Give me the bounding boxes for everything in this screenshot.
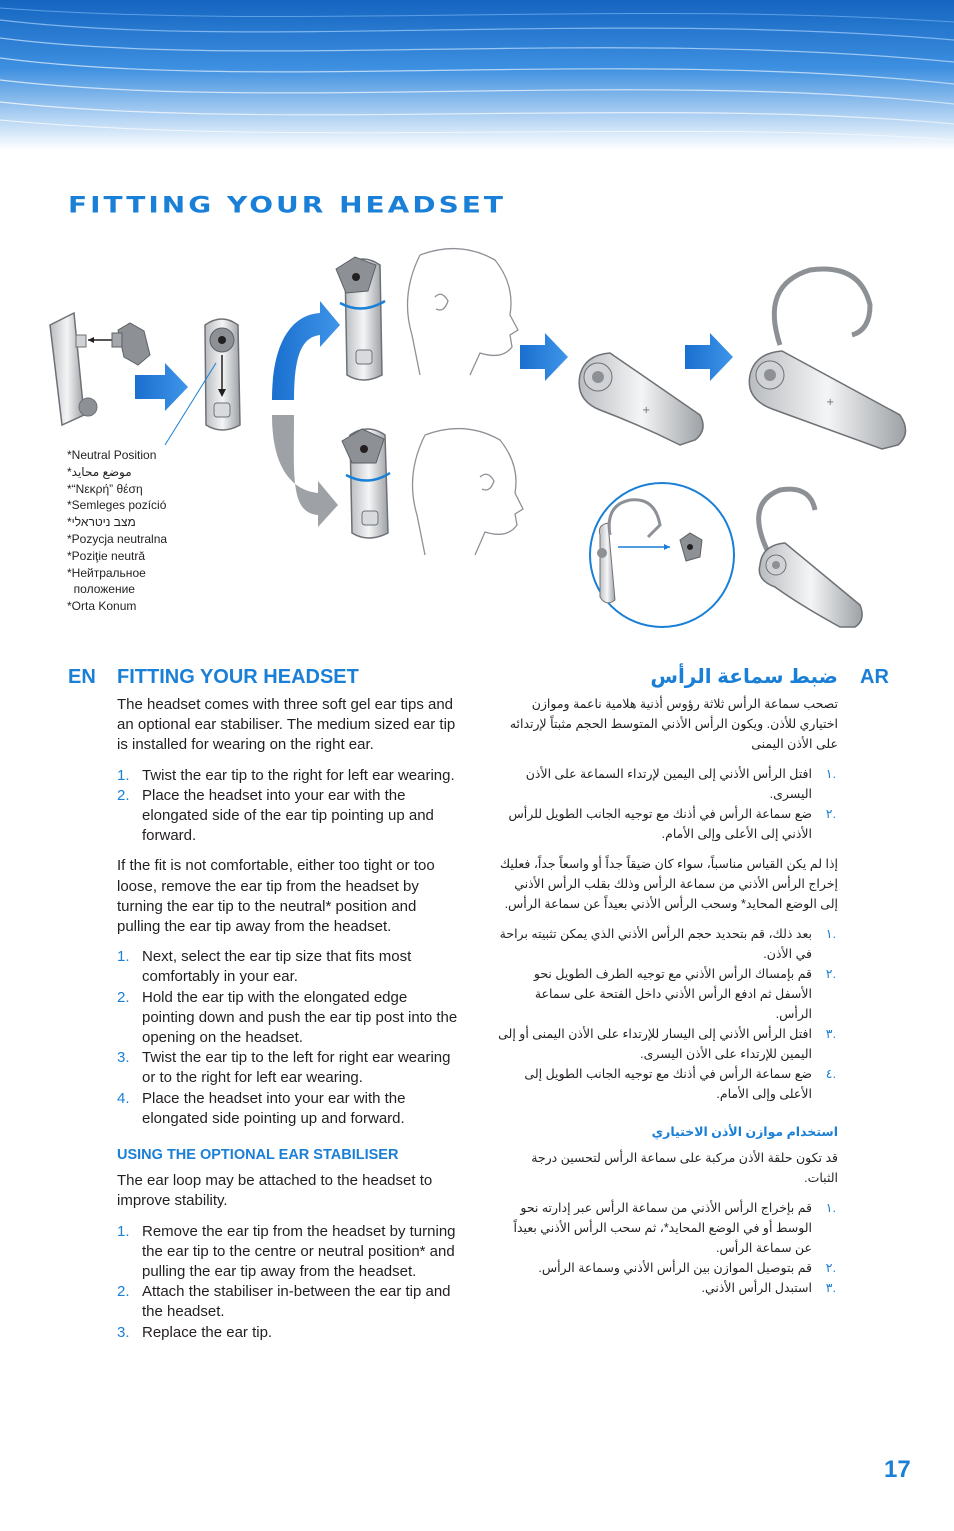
en-steps-a (117, 766, 462, 847)
headset-with-loop-final (759, 489, 862, 627)
list-item (117, 766, 462, 786)
headset-twist-left (342, 429, 390, 538)
step-text: Place the headset into your ear with the elongated side of the ear tip pointing up and forward. (142, 786, 434, 845)
lang-tag-ar: AR (860, 666, 889, 688)
step-number: 3. (117, 1323, 130, 1341)
step-number: ١. (825, 1201, 836, 1215)
ar-intro: تصحب سماعة الرأس ثلاثة رؤوس أذنية هلامية ناعمة وموازن اختياري للأذن. ويكون الرأس الأذني المتوسط الحجم مثبتاً لإرتدائه على الأذن اليمنى (509, 697, 838, 751)
step-text: Next, select the ear tip size that fits most comfortably in your ear. (142, 948, 412, 986)
header-band (0, 0, 954, 150)
neutral-label-ru-1: *Нейтральное (67, 565, 146, 580)
svg-text:+: + (642, 405, 651, 416)
step-text: Twist the ear tip to the right for left ear wearing. (142, 766, 455, 784)
ar-steps-c (498, 1198, 838, 1298)
step-text: Twist the ear tip to the left for right ear wearing or to the right for left ear wearing. (142, 1049, 451, 1087)
step-number: 4. (117, 1089, 130, 1107)
en-stabiliser-heading: USING THE OPTIONAL EAR STABILISER (117, 1147, 399, 1164)
header-wave-graphic (0, 0, 954, 150)
step-number: 1. (117, 1222, 130, 1240)
step-text: Attach the stabiliser in-between the ear tip and the headset. (142, 1283, 451, 1321)
headset-horizontal-a (579, 353, 703, 445)
step-text: بعد ذلك، قم بتحديد حجم الرأس الأذني الذي يمكن تثبيته براحة في الأذن. (499, 927, 812, 961)
ar-steps-b (498, 924, 838, 1104)
step-number: 2. (117, 1283, 130, 1301)
step-number: ٤. (825, 1067, 836, 1081)
step-text: قم بإخراج الرأس الأذني من سماعة الرأس عبر إدارته نحو الوسط أو في الوضع المحايد*، ثم سحب الرأس الأذني بعيداً عن سماعة الرأس. (513, 1201, 812, 1255)
head-profile-upper (408, 249, 519, 375)
step-text: قم بإمساك الرأس الأذني مع توجيه الطرف الطويل نحو الأسفل ثم ادفع الرأس الأذني داخل الفتحة على سماعة الرأس. (533, 967, 812, 1021)
ar-stabiliser-intro: قد تكون حلقة الأذن مركبة على سماعة الرأس لتحسين درجة الثبات. (531, 1151, 838, 1185)
headset-side-with-eartip (50, 313, 150, 425)
list-item (117, 988, 462, 1049)
list-item (498, 924, 838, 964)
lang-tag-en: EN (68, 666, 96, 688)
ar-section-heading: ضبط سماعة الرأس (650, 666, 838, 688)
list-item (117, 1282, 462, 1322)
list-item (498, 1198, 838, 1258)
list-item (117, 1048, 462, 1088)
step-number: ١. (825, 767, 836, 781)
list-item (117, 1222, 462, 1283)
step-text: افتل الرأس الأذني إلى اليسار للإرتداء على الأذن اليمنى أو إلى اليمين للإرتداء على الأذن اليسرى. (498, 1027, 812, 1061)
neutral-label-el: *“Νεκρή” θέση (67, 481, 143, 496)
list-item (498, 1024, 838, 1064)
step-number: ٢. (825, 1261, 836, 1275)
step-text: Remove the ear tip from the headset by turning the ear tip to the centre or neutral position* and pulling the ear tip away from the headset. (142, 1222, 456, 1281)
list-item (117, 1089, 462, 1129)
step-text: ضع سماعة الرأس في أذنك مع توجيه الجانب الطويل إلى الأعلى وإلى الأمام. (524, 1067, 812, 1101)
en-column (117, 695, 462, 1353)
neutral-label-ru-2: положение (67, 582, 135, 597)
en-steps-c (117, 1222, 462, 1343)
neutral-label-tr: *Orta Konum (67, 599, 137, 614)
neutral-label-en: *Neutral Position (67, 448, 157, 462)
step-number: 2. (117, 786, 130, 804)
step-text: Hold the ear tip with the elongated edge pointing down and push the ear tip post into the opening on the headset. (142, 988, 458, 1047)
headset-twist-right (336, 257, 385, 380)
step-number: 1. (117, 948, 130, 966)
list-item (498, 1258, 838, 1278)
en-stabiliser-intro: The ear loop may be attached to the headset to improve stability. (117, 1172, 433, 1210)
arrow-right-3 (685, 333, 733, 381)
step-text: قم بتوصيل الموازن بين الرأس الأذني وسماعة الرأس. (538, 1261, 812, 1275)
arrow-right-2 (520, 333, 568, 381)
neutral-label-he: *מצב ניטראלי (67, 515, 136, 530)
step-number: 2. (117, 988, 130, 1006)
step-number: ٢. (825, 967, 836, 981)
ar-fit-note: إذا لم يكن القياس مناسباً، سواء كان ضيقاً جداً أو واسعاً جداً، فعليك إخراج الرأس الأذني من سماعة الرأس وذلك بقلب الرأس الأذني إلى الوضع المحايد* وسحب الرأس الأذني بعيداً عن سماعة الرأس. (499, 857, 838, 911)
list-item (498, 764, 838, 804)
step-number: ٣. (825, 1027, 836, 1041)
neutral-position-labels (67, 447, 227, 615)
step-text: Replace the ear tip. (142, 1323, 273, 1341)
step-text: افتل الرأس الأذني إلى اليمين لإرتداء السماعة على الأذن اليسرى. (525, 767, 812, 801)
list-item (498, 804, 838, 844)
curve-arrow-up (272, 301, 340, 400)
ar-stabiliser-heading: استخدام موازن الأذن الاختياري (651, 1125, 838, 1139)
step-number: ١. (825, 927, 836, 941)
list-item (498, 964, 838, 1024)
ar-steps-a (498, 764, 838, 844)
neutral-label-ar: *موضع محايد (67, 464, 132, 479)
curve-arrow-down (272, 415, 338, 527)
neutral-label-pl: *Pozycja neutralna (67, 531, 168, 546)
headset-with-ear-loop (749, 269, 905, 449)
neutral-label-hu: *Semleges pozíció (67, 498, 167, 513)
step-number: ٣. (825, 1281, 836, 1295)
en-steps-b (117, 947, 462, 1129)
step-number: ٢. (825, 807, 836, 821)
step-text: استبدل الرأس الأذني. (701, 1281, 812, 1295)
en-section-heading: FITTING YOUR HEADSET (117, 666, 359, 688)
page-number: 17 (884, 1456, 911, 1483)
arrow-right-1 (135, 363, 188, 411)
list-item (117, 786, 462, 847)
step-text: Place the headset into your ear with the elongated side pointing up and forward. (142, 1089, 406, 1127)
list-item (117, 1323, 462, 1343)
head-profile-lower (413, 429, 524, 555)
ar-column (498, 694, 838, 1308)
list-item (117, 947, 462, 987)
step-number: 3. (117, 1049, 130, 1067)
list-item (498, 1278, 838, 1298)
neutral-label-ro: *Poziţie neutră (67, 548, 146, 563)
en-intro: The headset comes with three soft gel ear tips and an optional ear stabiliser. The medium sized ear tip is installed for wearing on the right ear. (117, 696, 456, 754)
step-number: 1. (117, 766, 130, 784)
stabiliser-detail-circle (590, 483, 734, 627)
svg-text:+: + (826, 397, 835, 408)
list-item (498, 1064, 838, 1104)
en-fit-note: If the fit is not comfortable, either too tight or too loose, remove the ear tip from the headset by turning the ear tip to the neutral* position and pulling the ear tip away from the headset. (117, 857, 435, 936)
step-text: ضع سماعة الرأس في أذنك مع توجيه الجانب الطويل للرأس الأذني إلى الأعلى وإلى الأمام. (508, 807, 812, 841)
page-title: FITTING YOUR HEADSET (68, 192, 506, 218)
